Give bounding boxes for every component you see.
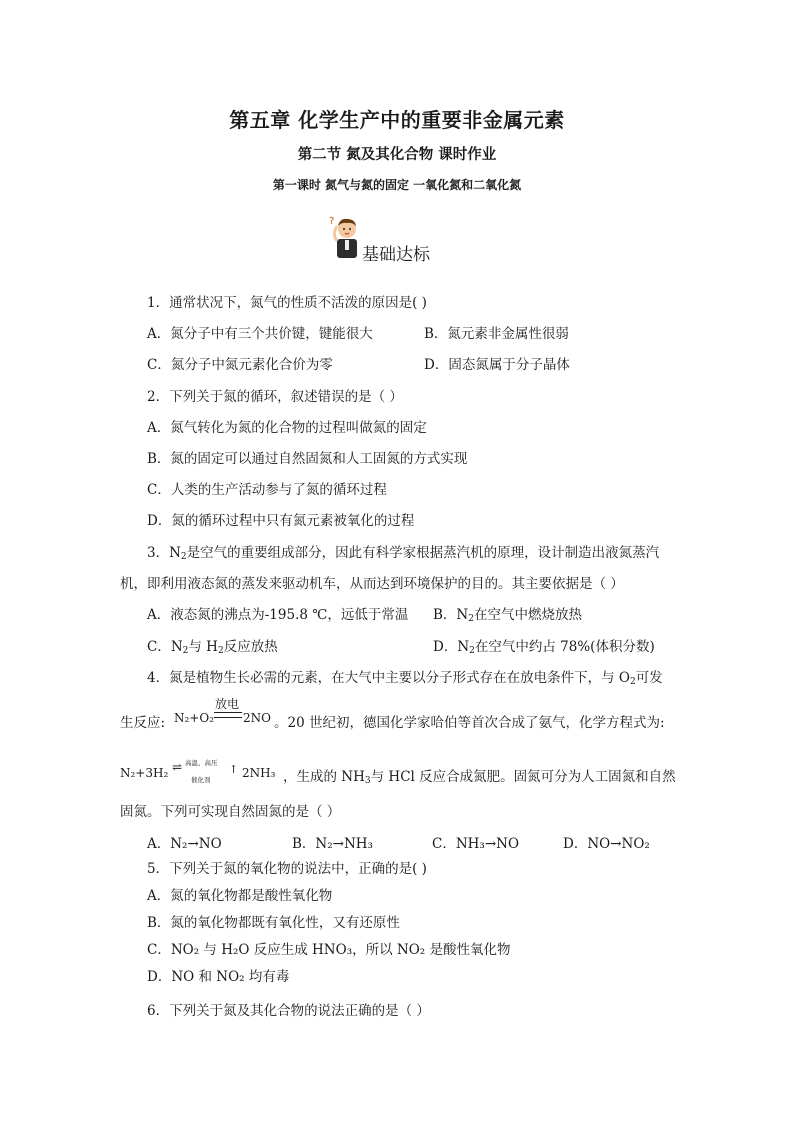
q4-option-c: C．NH₃→NO bbox=[432, 836, 520, 852]
q6-stem: 6．下列关于氮及其化合物的说法正确的是（ ） bbox=[147, 1003, 430, 1019]
q3-option-d: D．$N_2$在空气中约占 78%(体积分数) bbox=[433, 639, 655, 656]
q1-option-d: D．固态氮属于分子晶体 bbox=[424, 357, 570, 373]
page-title: 第五章 化学生产中的重要非金属元素 bbox=[229, 108, 565, 132]
q1-stem: 1．通常状况下，氮气的性质不活泼的原因是( ) bbox=[147, 295, 427, 311]
student-thinking-icon bbox=[328, 214, 364, 260]
equation-2-condition-top: 高温、高压 bbox=[185, 759, 218, 767]
q4-line2-post: 。20 世纪初，德国化学家哈伯等首次合成了氨气，化学方程式为: bbox=[274, 715, 665, 731]
equation-2-left: N₂+3H₂ bbox=[120, 766, 169, 780]
equation-1-right: 2NO bbox=[243, 711, 271, 725]
section-badge-label: 基础达标 bbox=[362, 245, 430, 265]
svg-text:?: ? bbox=[329, 216, 335, 227]
q1-option-a: A．氮分子中有三个共价键，键能很大 bbox=[147, 326, 373, 342]
equation-2-arrow: ⇌ bbox=[172, 760, 183, 774]
q4-option-b: B．N₂→NH₃ bbox=[292, 836, 373, 852]
equation-2-arrow-tail: ↑ bbox=[229, 763, 239, 776]
q2-option-a: A．氮气转化为氮的化合物的过程叫做氮的固定 bbox=[147, 420, 427, 436]
q3-option-c: C．$N_2$与 $H_2$反应放热 bbox=[147, 639, 278, 656]
q5-option-d: D．NO 和 NO₂ 均有毒 bbox=[147, 969, 290, 985]
lesson-title: 第一课时 氮气与氮的固定 一氧化氮和二氧化氮 bbox=[272, 178, 522, 192]
equation-1-condition: 放电 bbox=[215, 697, 240, 711]
q4-line3: ，生成的 $NH_3$与 HCl 反应合成氮肥。固氮可分为人工固氮和自然 bbox=[283, 769, 676, 786]
q1-option-b: B．氮元素非金属性很弱 bbox=[424, 326, 569, 342]
q5-option-c: C．NO₂ 与 H₂O 反应生成 HNO₃，所以 NO₂ 是酸性氧化物 bbox=[147, 942, 511, 958]
q4-line1: 4．氮是植物生长必需的元素，在大气中主要以分子形式存在在放电条件下，与 $O_2$可发 bbox=[147, 670, 663, 687]
equation-2-right: 2NH₃ bbox=[242, 766, 276, 780]
equation-2-condition-bottom: 催化剂 bbox=[191, 776, 211, 784]
q4-option-d: D．NO→NO₂ bbox=[563, 836, 650, 852]
q2-option-b: B．氮的固定可以通过自然固氮和人工固氮的方式实现 bbox=[147, 451, 468, 467]
section-title: 第二节 氮及其化合物 课时作业 bbox=[297, 146, 497, 163]
q5-option-b: B．氮的氧化物都既有氧化性，又有还原性 bbox=[147, 915, 400, 931]
q5-option-a: A．氮的氧化物都是酸性氧化物 bbox=[147, 888, 333, 904]
q4-line2-pre: 生反应: bbox=[120, 715, 166, 731]
q3-stem-line1: 3．$N_2$是空气的重要组成部分，因此有科学家根据蒸汽机的原理，设计制造出液氮蒸汽 bbox=[147, 545, 660, 562]
q2-option-d: D．氮的循环过程中只有氮元素被氧化的过程 bbox=[147, 513, 415, 529]
q5-stem: 5．下列关于氮的氧化物的说法中，正确的是( ) bbox=[147, 861, 427, 877]
q1-option-c: C．氮分子中氮元素化合价为零 bbox=[147, 357, 333, 373]
q3-stem-line2: 机，即利用液态氮的蒸发来驱动机车，从而达到环境保护的目的。其主要依据是（ ） bbox=[120, 576, 624, 592]
q3-option-a: A．液态氮的沸点为-195.8 ℃，远低于常温 bbox=[147, 607, 409, 623]
equation-1-left: N₂+O₂ bbox=[174, 711, 215, 725]
equation-1-equals-sign bbox=[214, 712, 242, 718]
q4-line4: 固氮。下列可实现自然固氮的是（ ） bbox=[120, 804, 341, 820]
q2-stem: 2．下列关于氮的循环，叙述错误的是（ ） bbox=[147, 389, 403, 405]
q4-option-a: A．N₂→NO bbox=[147, 836, 222, 852]
q2-option-c: C．人类的生产活动参与了氮的循环过程 bbox=[147, 482, 387, 498]
q3-option-b: B．$N_2$在空气中燃烧放热 bbox=[433, 607, 582, 624]
